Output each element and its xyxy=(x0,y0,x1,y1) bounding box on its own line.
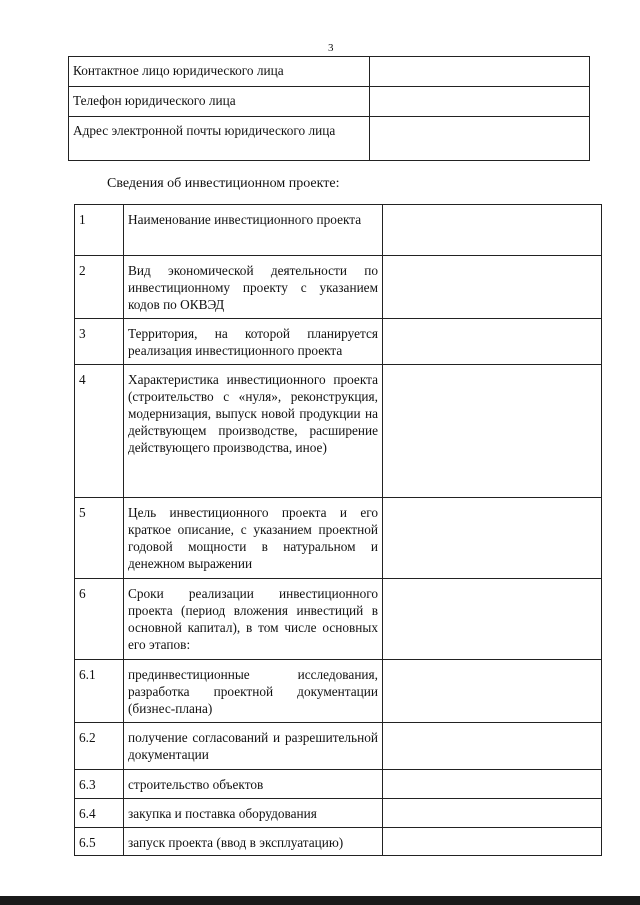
row-description: прединвестиционные исследования, разработка проектной документации (бизнес-плана) xyxy=(124,660,383,723)
table-row xyxy=(69,87,590,117)
contact-info-table xyxy=(68,56,590,161)
row-number: 1 xyxy=(75,205,124,256)
row-value xyxy=(383,660,602,723)
table-row xyxy=(75,365,602,498)
section-heading: Сведения об инвестиционном проекте: xyxy=(107,176,340,191)
table-row xyxy=(75,828,602,856)
row-number: 6.3 xyxy=(75,770,124,799)
contact-person-value xyxy=(370,57,590,87)
email-value xyxy=(370,117,590,161)
table-row xyxy=(75,770,602,799)
phone-value xyxy=(370,87,590,117)
phone-label: Телефон юридического лица xyxy=(69,87,370,117)
table-row xyxy=(75,660,602,723)
project-info-table xyxy=(74,204,602,856)
table-row xyxy=(69,57,590,87)
row-value xyxy=(383,799,602,828)
row-number: 6.5 xyxy=(75,828,124,856)
row-description: Наименование инвестиционного проекта xyxy=(124,205,383,256)
row-description: получение согласований и разрешительной документации xyxy=(124,723,383,770)
page-number: 3 xyxy=(328,42,334,54)
row-description: Характеристика инвестиционного проекта (строительство с «нуля», реконструкция, модернизация, выпуск новой продукции на действующем производстве, расширение действующего производства, иное) xyxy=(124,365,383,498)
table-row xyxy=(75,723,602,770)
row-description: Сроки реализации инвестиционного проекта (период вложения инвестиций в основной капитал), в том числе основных его этапов: xyxy=(124,579,383,660)
table-row xyxy=(75,498,602,579)
row-value xyxy=(383,205,602,256)
row-number: 4 xyxy=(75,365,124,498)
row-value xyxy=(383,828,602,856)
row-number: 5 xyxy=(75,498,124,579)
row-description: строительство объектов xyxy=(124,770,383,799)
table-row xyxy=(75,319,602,365)
table-row xyxy=(69,117,590,161)
row-value xyxy=(383,365,602,498)
row-number: 6.4 xyxy=(75,799,124,828)
row-description: закупка и поставка оборудования xyxy=(124,799,383,828)
table-row xyxy=(75,579,602,660)
row-number: 2 xyxy=(75,256,124,319)
row-number: 6.2 xyxy=(75,723,124,770)
row-description: запуск проекта (ввод в эксплуатацию) xyxy=(124,828,383,856)
row-number: 6.1 xyxy=(75,660,124,723)
row-description: Территория, на которой планируется реализация инвестиционного проекта xyxy=(124,319,383,365)
row-value xyxy=(383,498,602,579)
row-value xyxy=(383,770,602,799)
row-value xyxy=(383,256,602,319)
table-row xyxy=(75,799,602,828)
row-value xyxy=(383,723,602,770)
table-row xyxy=(75,256,602,319)
contact-person-label: Контактное лицо юридического лица xyxy=(69,57,370,87)
email-label: Адрес электронной почты юридического лица xyxy=(69,117,370,161)
row-value xyxy=(383,579,602,660)
row-description: Цель инвестиционного проекта и его краткое описание, с указанием проектной годовой мощности в натуральном и денежном выражении xyxy=(124,498,383,579)
row-value xyxy=(383,319,602,365)
scan-bottom-edge xyxy=(0,896,640,905)
row-number: 3 xyxy=(75,319,124,365)
row-description: Вид экономической деятельности по инвестиционному проекту с указанием кодов по ОКВЭД xyxy=(124,256,383,319)
row-number: 6 xyxy=(75,579,124,660)
table-row xyxy=(75,205,602,256)
